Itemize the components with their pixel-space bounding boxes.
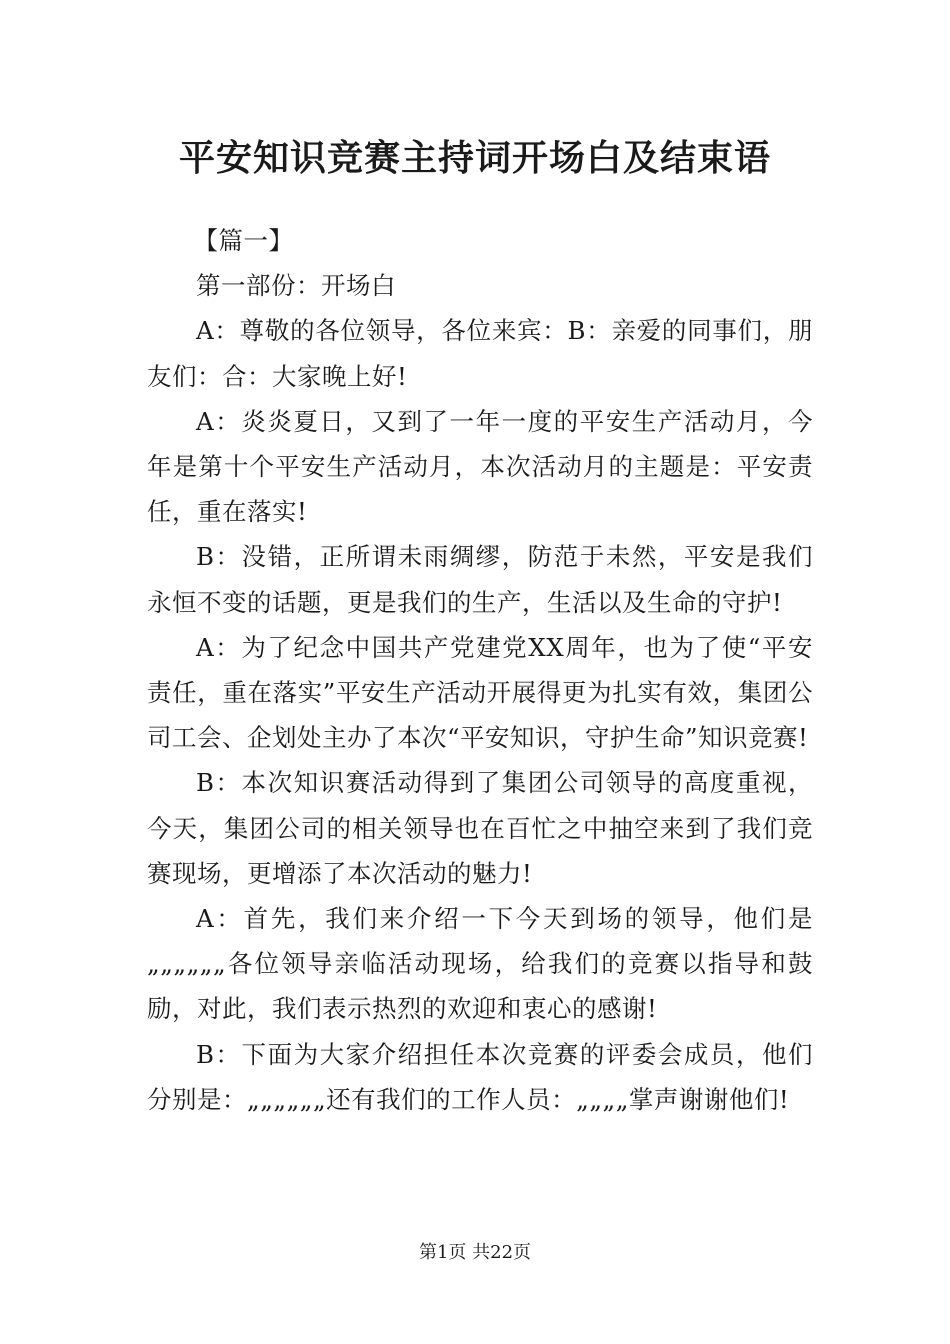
document-body xyxy=(147,218,813,1122)
document-title: 平安知识竞赛主持词开场白及结束语 xyxy=(178,137,771,179)
paragraph: A：为了纪念中国共产党建党XX周年，也为了使“平安责任，重在落实”平安生产活动开展得更为扎实有效，集团公司工会、企划处主办了本次“平安知识，守护生命”知识竞赛! xyxy=(147,632,813,753)
page-footer: 第1页 共22页 xyxy=(418,1242,532,1263)
paragraph: B：没错，正所谓未雨绸缪，防范于未然，平安是我们永恒不变的话题，更是我们的生产，生活以及生命的守护! xyxy=(147,542,813,617)
paragraph: B：下面为大家介绍担任本次竞赛的评委会成员，他们分别是：„„„„„„还有我们的工作人员：„„„„掌声谢谢他们! xyxy=(147,1039,813,1114)
part-heading: 第一部份：开场白 xyxy=(196,271,396,301)
section-heading: 【篇一】 xyxy=(193,226,294,255)
paragraph: A：首先，我们来介绍一下今天到场的领导，他们是„„„„„„各位领导亲临活动现场，给我们的竞赛以指导和鼓励，对此，我们表示热烈的欢迎和衷心的感谢! xyxy=(147,904,813,1024)
paragraph: B：本次知识赛活动得到了集团公司领导的高度重视，今天，集团公司的相关领导也在百忙之中抽空来到了我们竞赛现场，更增添了本次活动的魅力! xyxy=(147,768,813,888)
paragraph: A：炎炎夏日，又到了一年一度的平安生产活动月，今年是第十个平安生产活动月，本次活动月的主题是：平安责任，重在落实! xyxy=(147,406,813,527)
paragraph: A：尊敬的各位领导，各位来宾：B：亲爱的同事们，朋友们：合：大家晚上好! xyxy=(147,316,813,391)
